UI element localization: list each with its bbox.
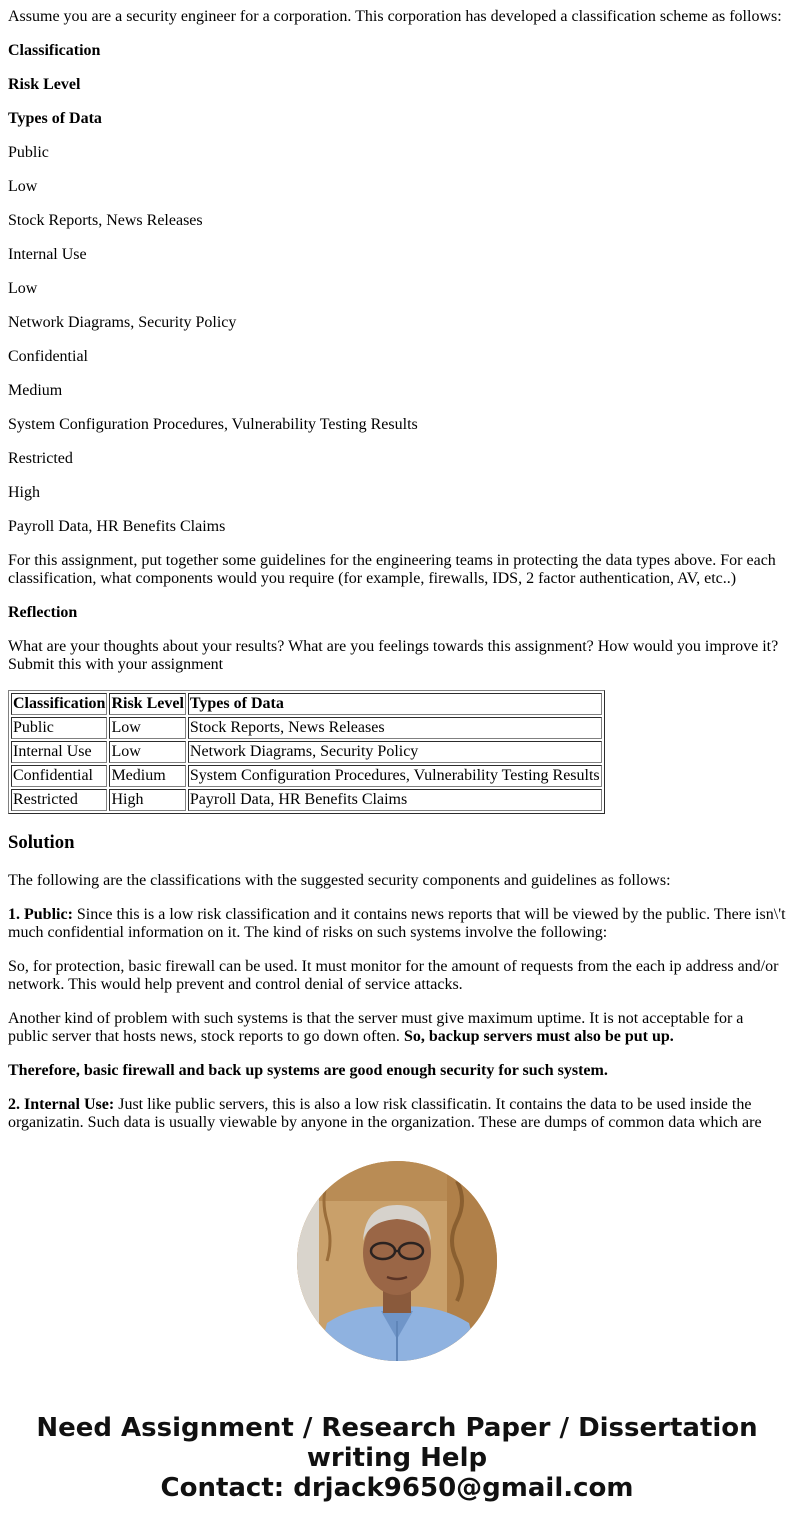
list-item: System Configuration Procedures, Vulnerability Testing Results: [8, 416, 418, 433]
classification-list: [8, 42, 786, 536]
ad-line-1: Need Assignment / Research Paper / Dissertation: [36, 1413, 758, 1443]
internal-use-text: Just like public servers, this is also a low risk classificatin. It contains the data to be used inside the organizatin. Such data is usually viewable by anyone in the organization. These are dumps of common data which are: [8, 1096, 762, 1131]
table-cell: Payroll Data, HR Benefits Claims: [188, 789, 602, 811]
ad-contact: Contact: drjack9650@gmail.com: [160, 1473, 634, 1503]
avatar: [297, 1161, 497, 1361]
list-header-classification: Classification: [8, 42, 101, 59]
uptime-bold-text: So, backup servers must also be put up.: [403, 1028, 674, 1045]
list-header-types-of-data: Types of Data: [8, 110, 102, 127]
list-item: Restricted: [8, 450, 73, 467]
list-header-risk-level: Risk Level: [8, 76, 81, 93]
table-header-cell: Types of Data: [188, 693, 602, 715]
list-item: Confidential: [8, 348, 88, 365]
person-photo-icon: [297, 1161, 497, 1361]
table-header-row: [11, 693, 602, 715]
public-label: 1. Public:: [8, 906, 73, 923]
table-header-cell: Classification: [11, 693, 107, 715]
table-cell: Internal Use: [11, 741, 107, 763]
list-item: Internal Use: [8, 246, 87, 263]
table-cell: Stock Reports, News Releases: [188, 717, 602, 739]
internal-use-paragraph: [8, 1096, 786, 1132]
list-item: Low: [8, 280, 38, 297]
list-item: Low: [8, 178, 38, 195]
table-row: [11, 717, 602, 739]
list-item: Medium: [8, 382, 63, 399]
table-row: [11, 789, 602, 811]
prompt-text: Assume you are a security engineer for a corporation. This corporation has developed a classification scheme as follows:: [8, 8, 782, 25]
table-row: [11, 765, 602, 787]
table-cell: Public: [11, 717, 107, 739]
internal-use-label: 2. Internal Use:: [8, 1096, 115, 1113]
table-cell: Low: [109, 717, 185, 739]
table-cell: Medium: [109, 765, 185, 787]
table-cell: Low: [109, 741, 185, 763]
reflection-text: What are your thoughts about your results? What are you feelings towards this assignment? How would you improve it? Submit this with your assignment: [8, 638, 779, 673]
table-cell: Confidential: [11, 765, 107, 787]
solution-heading: Solution: [8, 832, 75, 853]
ad-text: [0, 1413, 794, 1503]
list-item: Stock Reports, News Releases: [8, 212, 203, 229]
table-row: [11, 741, 602, 763]
table-cell: Network Diagrams, Security Policy: [188, 741, 602, 763]
therefore-paragraph: Therefore, basic firewall and back up systems are good enough security for such system.: [8, 1062, 608, 1079]
uptime-paragraph: [8, 1010, 786, 1046]
table-cell: High: [109, 789, 185, 811]
list-item: High: [8, 484, 40, 501]
assignment-text: For this assignment, put together some guidelines for the engineering teams in protecting the data types above. For each classification, what components would you require (for example, firewalls, IDS, 2 factor authentication, AV, etc..): [8, 552, 776, 587]
table-cell: Restricted: [11, 789, 107, 811]
list-item: Payroll Data, HR Benefits Claims: [8, 518, 226, 535]
advertisement: [0, 1161, 794, 1503]
ad-line-2: writing Help: [306, 1443, 488, 1473]
solution-intro: The following are the classifications with the suggested security components and guidelines as follows:: [8, 872, 671, 889]
table-header-cell: Risk Level: [109, 693, 185, 715]
uptime-text: Another kind of problem with such systems is that the server must give maximum uptime. It is not acceptable for a public server that hosts news, stock reports to go down often.: [8, 1010, 744, 1045]
list-item: Public: [8, 144, 49, 161]
reflection-heading: Reflection: [8, 604, 78, 621]
table-cell: System Configuration Procedures, Vulnerability Testing Results: [188, 765, 602, 787]
public-text: Since this is a low risk classification and it contains news reports that will be viewed by the public. There isn\'t much confidential information on it. The kind of risks on such systems involve the following:: [8, 906, 786, 941]
document-body: [0, 8, 794, 1132]
classification-table: [8, 690, 605, 814]
list-item: Network Diagrams, Security Policy: [8, 314, 237, 331]
public-paragraph: [8, 906, 786, 942]
firewall-paragraph: So, for protection, basic firewall can be used. It must monitor for the amount of requests from the each ip address and/or network. This would help prevent and control denial of service attacks.: [8, 958, 779, 993]
